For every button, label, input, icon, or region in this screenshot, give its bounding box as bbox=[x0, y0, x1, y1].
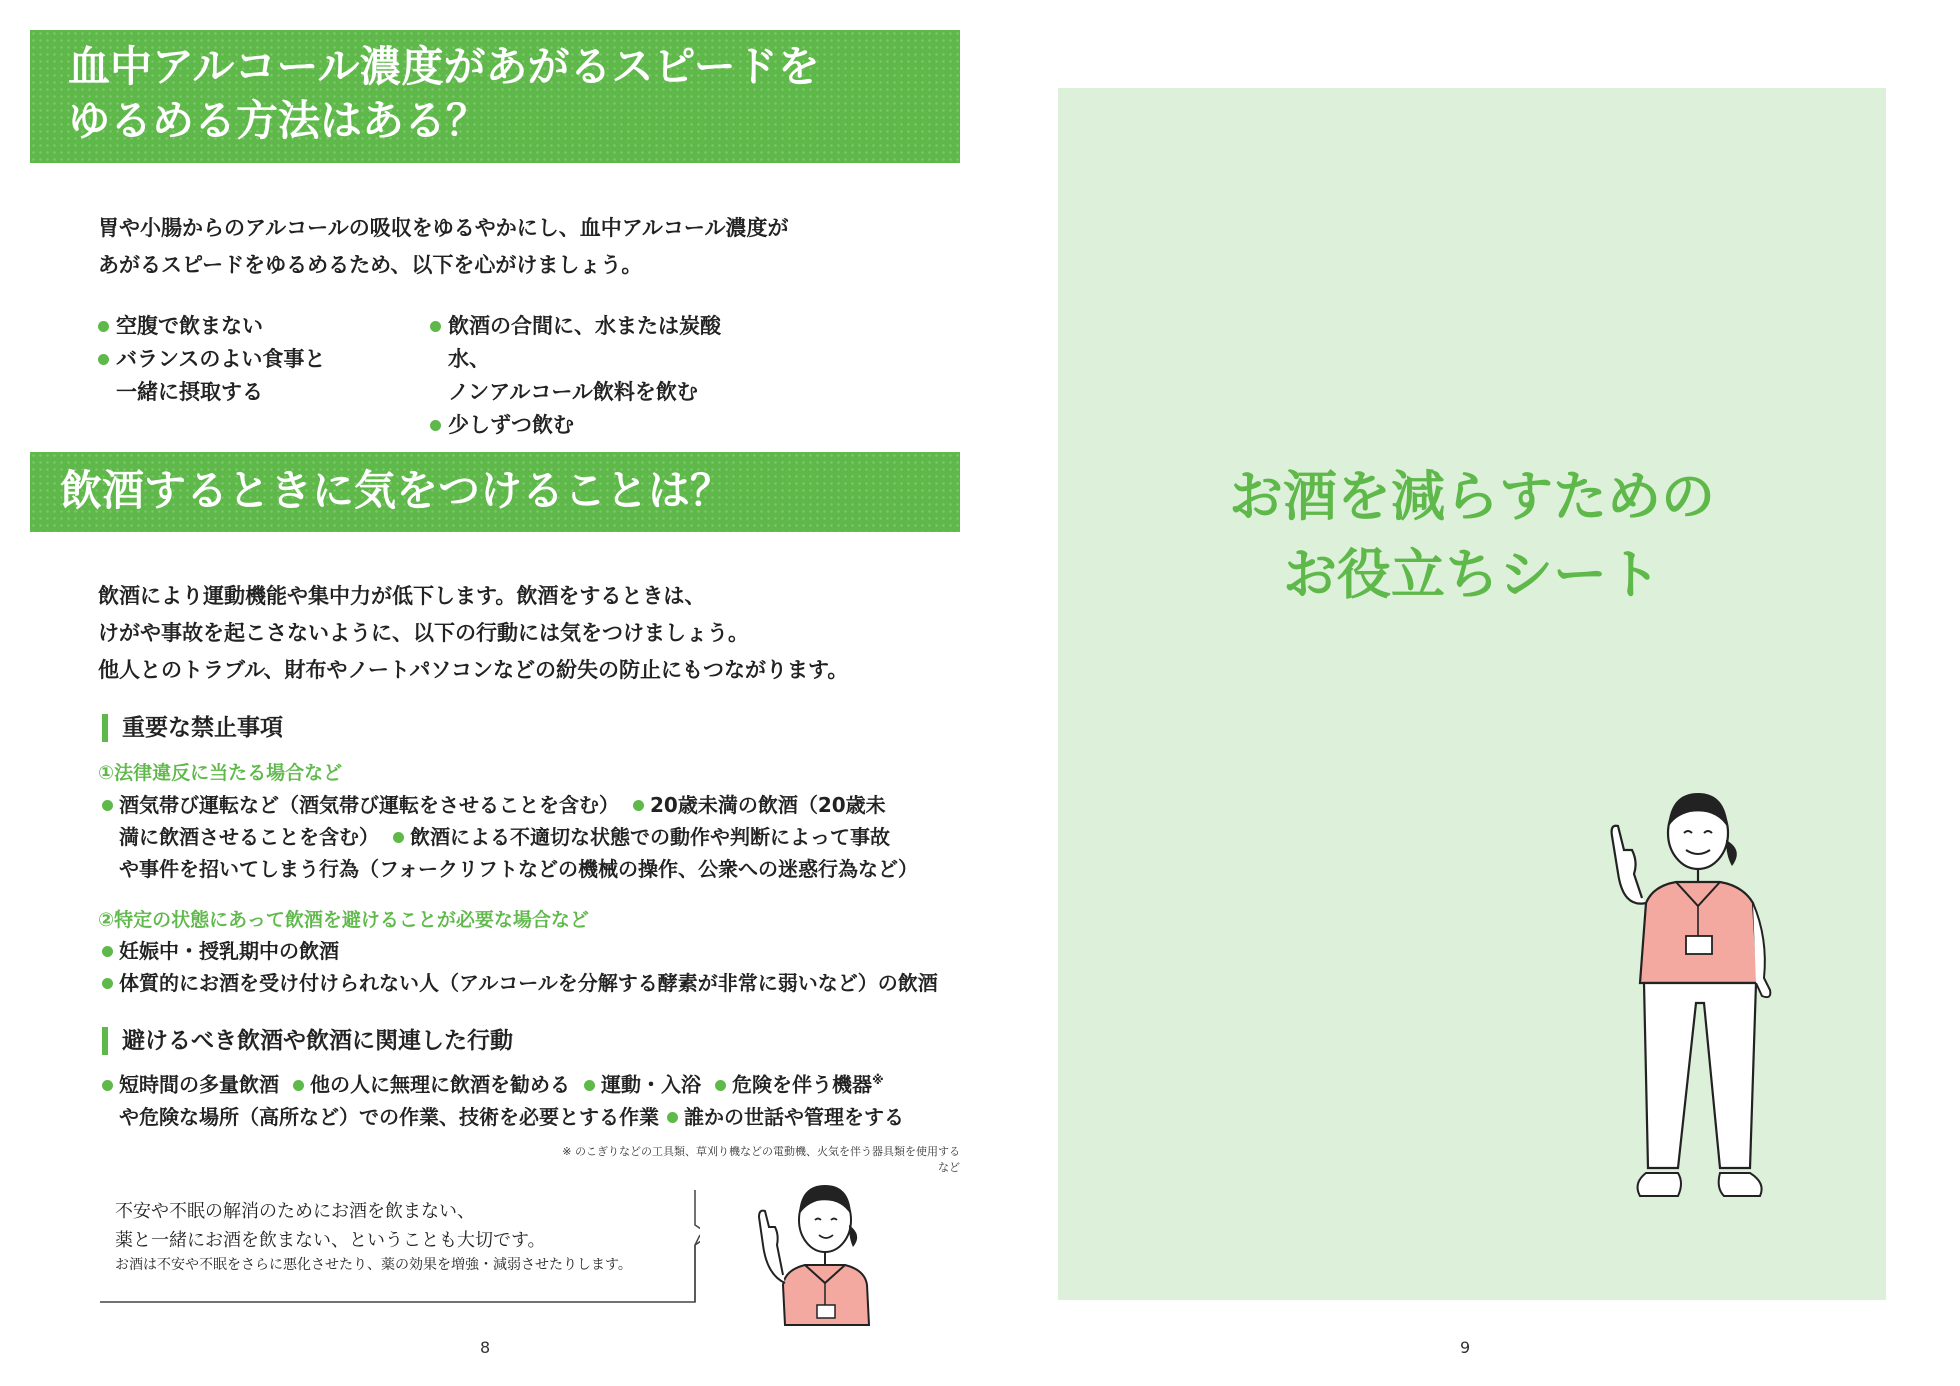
footnote: ※ のこぎりなどの工具類、草刈り機などの電動機、火気を伴う器具類を使用するなど bbox=[562, 1145, 960, 1174]
cover-panel bbox=[1058, 88, 1886, 1300]
category-label-condition: ②特定の状態にあって飲酒を避けることが必要な場合など bbox=[98, 909, 589, 931]
bubble-line: 薬と一緒にお酒を飲まない、ということも大切です。 bbox=[115, 1230, 546, 1251]
list-item-continued: や事件を招いてしまう行為（フォークリフトなどの機械の操作、公衆への迷惑行為など） bbox=[119, 857, 918, 881]
list-item: 妊娠中・授乳期中の飲酒 bbox=[119, 939, 339, 963]
list-item: 少しずつ飲む bbox=[430, 409, 750, 442]
bubble-text bbox=[115, 1197, 546, 1255]
list-item: 危険を伴う機器 bbox=[732, 1072, 872, 1097]
footnote-mark: ※ bbox=[872, 1073, 884, 1087]
list-item: 短時間の多量飲酒 bbox=[119, 1072, 279, 1097]
list-item: 酒気帯び運転など（酒気帯び運転をさせることを含む） bbox=[119, 793, 619, 817]
heading-line: 血中アルコール濃度があがるスピードを bbox=[68, 42, 820, 91]
intro-paragraph-2 bbox=[98, 578, 848, 689]
list-item-continued: ノンアルコール飲料を飲む bbox=[448, 380, 698, 404]
list-item: 空腹で飲まない bbox=[98, 310, 418, 343]
nurse-illustration bbox=[1578, 778, 1818, 1218]
avoid-list bbox=[98, 1064, 968, 1133]
list-item: バランスのよい食事と bbox=[98, 343, 418, 376]
heading-line: 飲酒するときに気をつけることは？ bbox=[60, 466, 733, 515]
list-item-continued: 一緒に摂取する bbox=[116, 380, 263, 404]
heading-line: ゆるめる方法はある？ bbox=[68, 96, 489, 145]
prohibition-list-law bbox=[98, 789, 968, 885]
section-heading-drinking-caution bbox=[30, 452, 960, 532]
paragraph-line: 他人とのトラブル、財布やノートパソコンなどの紛失の防止にもつながります。 bbox=[98, 658, 849, 682]
paragraph-line: 飲酒により運動機能や集中力が低下します。飲酒をするときは、 bbox=[98, 584, 706, 608]
prohibition-list-condition bbox=[98, 935, 968, 999]
category-label-law: ①法律違反に当たる場合など bbox=[98, 762, 343, 784]
bubble-line: 不安や不眠の解消のためにお酒を飲まない、 bbox=[115, 1201, 475, 1222]
paragraph-line: けがや事故を起こさないように、以下の行動には気をつけましょう。 bbox=[98, 621, 749, 645]
nurse-small-illustration bbox=[745, 1165, 905, 1340]
right-page bbox=[980, 0, 1960, 1386]
paragraph-line: あがるスピードをゆるめるため、以下を心がけましょう。 bbox=[98, 253, 643, 277]
title-line: お酒を減らすための bbox=[1229, 465, 1715, 528]
list-item: 20歳未満の飲酒（20歳未 bbox=[650, 793, 886, 817]
list-item: 体質的にお酒を受け付けられない人（アルコールを分解する酵素が非常に弱いなど）の飲酒 bbox=[119, 971, 938, 995]
list-item: 他の人に無理に飲酒を勧める bbox=[310, 1072, 570, 1097]
list-item: 誰かの世話や管理をする bbox=[684, 1104, 904, 1129]
list-item: 運動・入浴 bbox=[601, 1072, 701, 1097]
list-item-continued: 満に飲酒させることを含む） bbox=[119, 825, 379, 849]
list-item: 飲酒の合間に、水または炭酸水、 bbox=[430, 310, 750, 376]
list-item: 飲酒による不適切な状態での動作や判断によって事故 bbox=[410, 825, 890, 849]
sheet-title bbox=[1058, 458, 1886, 614]
title-line: お役立ちシート bbox=[1283, 543, 1661, 606]
page-number: 8 bbox=[480, 1338, 491, 1357]
bubble-note: お酒は不安や不眠をさらに悪化させたり、薬の効果を増強・減弱させたりします。 bbox=[115, 1257, 632, 1273]
subheading-behaviors-to-avoid: 避けるべき飲酒や飲酒に関連した行動 bbox=[102, 1026, 513, 1056]
list-item-continued: や危険な場所（高所など）での作業、技術を必要とする作業 bbox=[119, 1104, 659, 1129]
section-heading-alcohol-speed bbox=[30, 30, 960, 163]
page-number: 9 bbox=[1460, 1338, 1471, 1357]
subheading-important-prohibitions: 重要な禁止事項 bbox=[102, 713, 283, 743]
paragraph-line: 胃や小腸からのアルコールの吸収をゆるやかにし、血中アルコール濃度が bbox=[98, 216, 789, 240]
intro-paragraph-1 bbox=[98, 210, 788, 284]
